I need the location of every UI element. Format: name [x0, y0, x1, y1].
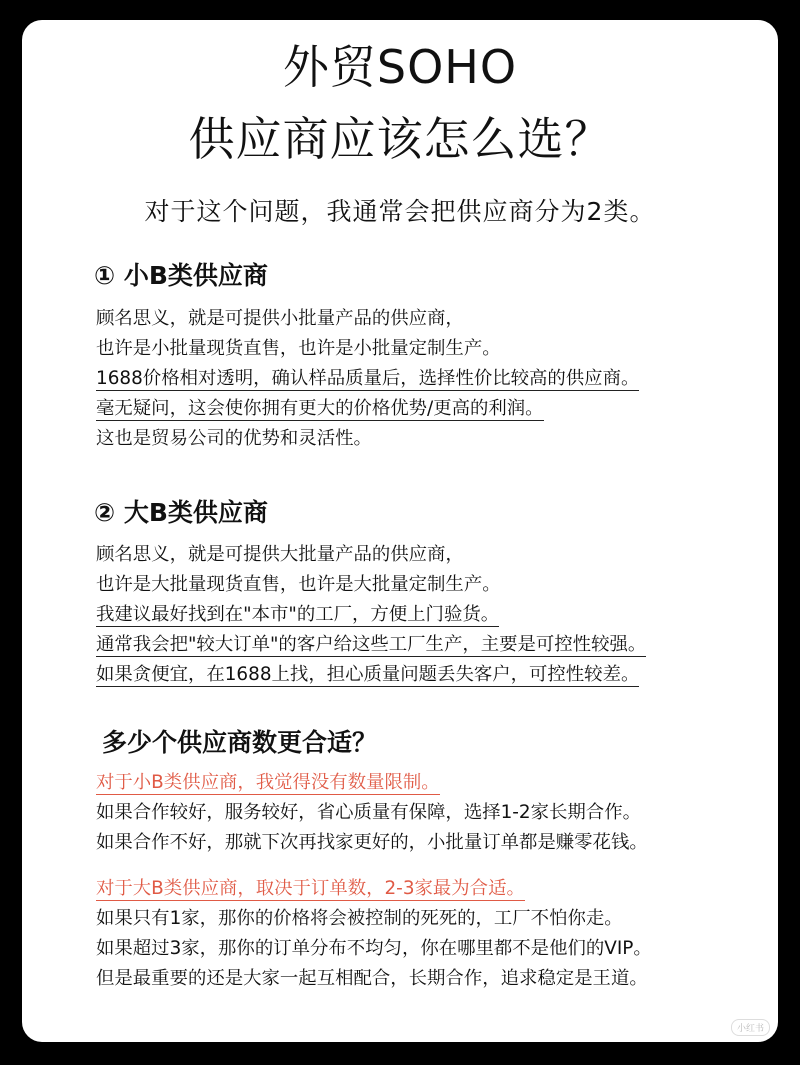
- section2-line-2: 也许是大批量现货直售，也许是大批量定制生产。: [96, 574, 501, 595]
- section2-heading: ② 大B类供应商: [94, 498, 268, 527]
- section1-line-2: 也许是小批量现货直售，也许是小批量定制生产。: [96, 338, 501, 359]
- title-line-1: 外贸SOHO: [282, 40, 518, 94]
- section1-heading: ① 小B类供应商: [94, 261, 268, 290]
- section3-heading: 多少个供应商数更合适？: [102, 728, 378, 757]
- article-card: [22, 20, 778, 1042]
- watermark: 小红书: [731, 1019, 770, 1036]
- section3-group2-line-3: 如果超过3家，那你的订单分布不均匀，你在哪里都不是他们的VIP。: [96, 938, 652, 959]
- section3-group2-highlight: 对于大B类供应商，取决于订单数，2-3家最为合适。: [96, 878, 525, 899]
- section3-group1-highlight: 对于小B类供应商，我觉得没有数量限制。: [96, 772, 440, 793]
- section3-group2-line-2: 如果只有1家，那你的价格将会被控制的死死的，工厂不怕你走。: [96, 908, 623, 929]
- section3-group2-line-4: 但是最重要的还是大家一起互相配合，长期合作，追求稳定是王道。: [96, 968, 648, 989]
- section2-line-5: 如果贪便宜，在1688上找，担心质量问题丢失客户，可控性较差。: [96, 664, 640, 685]
- section1-line-3: 1688价格相对透明，确认样品质量后，选择性价比较高的供应商。: [96, 368, 640, 389]
- section1-line-1: 顾名思义，就是可提供小批量产品的供应商，: [96, 308, 464, 329]
- section1-line-5: 这也是贸易公司的优势和灵活性。: [96, 428, 372, 449]
- title-line-2: 供应商应该怎么选？: [188, 112, 612, 166]
- section3-group1-line-3: 如果合作不好，那就下次再找家更好的，小批量订单都是赚零花钱。: [96, 832, 648, 853]
- section2-line-4: 通常我会把"较大订单"的客户给这些工厂生产，主要是可控性较强。: [96, 634, 647, 655]
- section3-group1-line-2: 如果合作较好，服务较好，省心质量有保障，选择1-2家长期合作。: [96, 802, 641, 823]
- subtitle: 对于这个问题，我通常会把供应商分为2类。: [144, 197, 656, 226]
- section1-line-4: 毫无疑问，这会使你拥有更大的价格优势/更高的利润。: [96, 398, 544, 419]
- section2-line-3: 我建议最好找到在"本市"的工厂，方便上门验货。: [96, 604, 500, 625]
- section2-line-1: 顾名思义，就是可提供大批量产品的供应商，: [96, 544, 464, 565]
